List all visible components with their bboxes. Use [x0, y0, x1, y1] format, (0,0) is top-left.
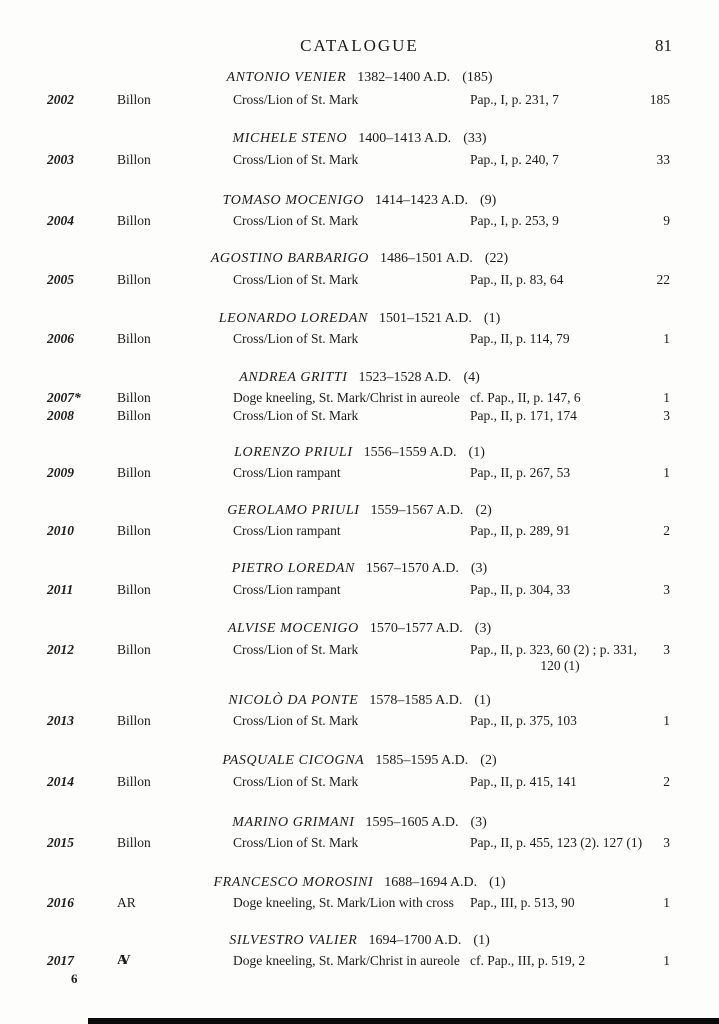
specimen-count: 2	[663, 774, 670, 789]
page-number: 81	[655, 36, 672, 55]
coin-description: Cross/Lion of St. Mark	[233, 835, 359, 850]
specimen-count: 1	[663, 953, 670, 968]
reference: Pap., I, p. 253, 9	[470, 213, 559, 228]
section-heading	[0, 815, 719, 831]
metal-label: Billon	[117, 390, 151, 405]
ruler-name: ALVISE MOCENIGO	[227, 621, 359, 636]
section-heading	[0, 693, 719, 709]
specimen-count: 185	[649, 92, 670, 107]
ruler-name: MICHELE STENO	[232, 131, 348, 146]
signature-mark: 6	[71, 971, 78, 986]
section-total: (1)	[474, 693, 491, 708]
ruler-dates: 1578–1585 A.D.	[369, 693, 463, 708]
section-total: (3)	[470, 561, 488, 576]
ruler-name: ANDREA GRITTI	[239, 370, 348, 385]
reference: Pap., I, p. 231, 7	[470, 92, 559, 107]
section-heading	[0, 193, 719, 209]
table-row	[0, 582, 719, 600]
section-heading	[0, 933, 719, 949]
reference: Pap., II, p. 83, 64	[470, 272, 564, 287]
catalogue-number: 2015	[47, 835, 74, 850]
section-heading	[0, 621, 719, 637]
specimen-count: 2	[663, 523, 670, 538]
coin-description: Doge kneeling, St. Mark/Christ in aureole	[233, 390, 460, 405]
reference: Pap., II, p. 375, 103	[470, 713, 577, 728]
metal-label: Billon	[117, 465, 151, 480]
table-row	[0, 331, 719, 349]
ruler-name: LEONARDO LOREDAN	[218, 311, 368, 326]
ruler-dates: 1523–1528 A.D.	[358, 370, 452, 385]
catalogue-number: 2011	[47, 582, 74, 597]
table-row	[0, 152, 719, 170]
section-heading	[0, 370, 719, 386]
ruler-name: AGOSTINO BARBARIGO	[210, 251, 369, 266]
coin-description: Doge kneeling, St. Mark/Christ in aureole	[233, 953, 460, 968]
coin-description: Cross/Lion rampant	[233, 523, 341, 538]
section-total: (1)	[468, 445, 485, 460]
catalogue-number: 2007*	[47, 390, 81, 405]
table-row	[0, 642, 719, 673]
metal-label: Billon	[117, 331, 151, 346]
catalogue-number: 2003	[47, 152, 74, 167]
metal-label: Billon	[117, 642, 151, 657]
section-total: (2)	[480, 753, 497, 768]
metal-label: Billon	[117, 272, 151, 287]
specimen-count: 1	[663, 713, 670, 728]
specimen-count: 9	[663, 213, 670, 228]
table-row	[0, 895, 719, 913]
catalogue-number: 2005	[47, 272, 74, 287]
reference: Pap., II, p. 415, 141	[470, 774, 577, 789]
section-heading	[0, 131, 719, 147]
specimen-count: 3	[663, 642, 670, 657]
page-title: CATALOGUE	[300, 36, 419, 55]
coin-description: Cross/Lion of St. Mark	[233, 331, 359, 346]
section-heading	[0, 70, 719, 86]
catalogue-number: 2009	[47, 465, 74, 480]
ruler-name: SILVESTRO VALIER	[229, 933, 358, 948]
ruler-name: TOMASO MOCENIGO	[222, 193, 365, 208]
reference-line2: 120 (1)	[540, 658, 580, 673]
specimen-count: 22	[656, 272, 670, 287]
specimen-count: 1	[663, 390, 670, 405]
reference: Pap., I, p. 240, 7	[470, 152, 559, 167]
catalogue-number: 2006	[47, 331, 74, 346]
reference: Pap., II, p. 267, 53	[470, 465, 571, 480]
metal-label: Billon	[117, 92, 151, 107]
coin-description: Cross/Lion of St. Mark	[233, 774, 359, 789]
section-heading	[0, 875, 719, 891]
catalogue-number: 2002	[47, 92, 74, 107]
reference: cf. Pap., III, p. 519, 2	[470, 953, 586, 968]
section-total: (2)	[475, 503, 492, 518]
ruler-dates: 1559–1567 A.D.	[370, 503, 464, 518]
catalogue-number: 2012	[47, 642, 74, 657]
catalogue-number: 2016	[47, 895, 74, 910]
metal-label: Billon	[117, 713, 151, 728]
ruler-dates: 1585–1595 A.D.	[375, 753, 469, 768]
section-total: (1)	[483, 311, 501, 326]
ruler-dates: 1694–1700 A.D.	[368, 933, 462, 948]
ruler-dates: 1556–1559 A.D.	[363, 445, 457, 460]
specimen-count: 1	[663, 331, 670, 346]
specimen-count: 1	[663, 465, 670, 480]
table-row	[0, 408, 719, 426]
ruler-name: LORENZO PRIULI	[234, 445, 353, 460]
specimen-count: 1	[663, 895, 670, 910]
section-total: (185)	[462, 70, 493, 85]
reference: Pap., III, p. 513, 90	[470, 895, 575, 910]
ruler-name: FRANCESCO MOROSINI	[213, 875, 374, 890]
catalogue-number: 2004	[47, 213, 74, 228]
section-total: (3)	[474, 621, 492, 636]
section-heading	[0, 311, 719, 327]
metal-label: Billon	[117, 408, 151, 423]
specimen-count: 3	[663, 582, 670, 597]
catalogue-number: 2013	[47, 713, 74, 728]
ruler-dates: 1414–1423 A.D.	[375, 193, 468, 208]
coin-description: Cross/Lion rampant	[233, 465, 341, 480]
coin-description: Cross/Lion of St. Mark	[233, 213, 359, 228]
specimen-count: 3	[663, 835, 670, 850]
section-total: (3)	[470, 815, 487, 830]
specimen-count: 3	[663, 408, 670, 423]
table-row	[0, 774, 719, 792]
table-row	[0, 213, 719, 231]
ruler-name: PASQUALE CICOGNA	[222, 753, 365, 768]
catalogue-number: 2010	[47, 523, 74, 538]
section-heading	[0, 753, 719, 769]
scan-artifact-bar	[88, 1018, 719, 1024]
reference: Pap., II, p. 304, 33	[470, 582, 571, 597]
section-total: (22)	[484, 251, 509, 266]
section-heading	[0, 251, 719, 267]
metal-label: Billon	[117, 835, 151, 850]
ruler-dates: 1501–1521 A.D.	[378, 311, 472, 326]
section-total: (1)	[473, 933, 490, 948]
metal-label: Billon	[117, 523, 151, 538]
section-total: (1)	[489, 875, 506, 890]
ruler-name: NICOLÒ DA PONTE	[228, 693, 359, 708]
catalogue-number: 2008	[47, 408, 74, 423]
reference-line1: Pap., II, p. 323, 60 (2) ; p. 331,	[470, 642, 637, 657]
table-row	[0, 272, 719, 290]
ruler-dates: 1570–1577 A.D.	[369, 621, 463, 636]
reference: Pap., II, p. 289, 91	[470, 523, 571, 538]
ruler-dates: 1595–1605 A.D.	[365, 815, 459, 830]
reference: Pap., II, p. 114, 79	[470, 331, 570, 346]
coin-description: Cross/Lion of St. Mark	[233, 152, 359, 167]
metal-label: Billon	[117, 774, 151, 789]
catalogue-number: 2017	[47, 953, 74, 968]
section-total: (33)	[463, 131, 487, 146]
reference: Pap., II, p. 171, 174	[470, 408, 577, 423]
ruler-dates: 1400–1413 A.D.	[358, 131, 452, 146]
section-heading	[0, 561, 719, 577]
reference: cf. Pap., II, p. 147, 6	[470, 390, 581, 405]
table-row	[0, 390, 719, 408]
ruler-name: MARINO GRIMANI	[232, 815, 355, 830]
ruler-dates: 1567–1570 A.D.	[365, 561, 459, 576]
section-heading	[0, 445, 719, 461]
ruler-name: PIETRO LOREDAN	[231, 561, 355, 576]
section-heading	[0, 503, 719, 519]
ruler-name: GEROLAMO PRIULI	[227, 503, 360, 518]
reference: Pap., II, p. 455, 123 (2). 127 (1)	[470, 835, 643, 850]
coin-description: Cross/Lion of St. Mark	[233, 642, 359, 657]
ruler-dates: 1382–1400 A.D.	[357, 70, 451, 85]
coin-description: Cross/Lion of St. Mark	[233, 92, 359, 107]
coin-description: Cross/Lion of St. Mark	[233, 408, 359, 423]
ruler-dates: 1486–1501 A.D.	[379, 251, 473, 266]
ruler-dates: 1688–1694 A.D.	[384, 875, 478, 890]
metal-label: AR	[117, 895, 136, 910]
table-row	[0, 523, 719, 541]
metal-label-av-ligature: AV	[117, 953, 126, 968]
table-row	[0, 92, 719, 110]
section-total: (4)	[463, 370, 480, 385]
catalogue-number: 2014	[47, 774, 74, 789]
metal-label: Billon	[117, 582, 151, 597]
table-row	[0, 713, 719, 731]
specimen-count: 33	[656, 152, 670, 167]
metal-label: Billon	[117, 152, 151, 167]
table-row	[0, 835, 719, 853]
coin-description: Doge kneeling, St. Mark/Lion with cross	[233, 895, 454, 910]
coin-description: Cross/Lion of St. Mark	[233, 272, 359, 287]
ruler-name: ANTONIO VENIER	[226, 70, 347, 85]
section-total: (9)	[479, 193, 497, 208]
coin-description: Cross/Lion of St. Mark	[233, 713, 359, 728]
table-row	[0, 465, 719, 483]
table-row	[0, 953, 719, 971]
coin-description: Cross/Lion rampant	[233, 582, 341, 597]
metal-label: Billon	[117, 213, 151, 228]
